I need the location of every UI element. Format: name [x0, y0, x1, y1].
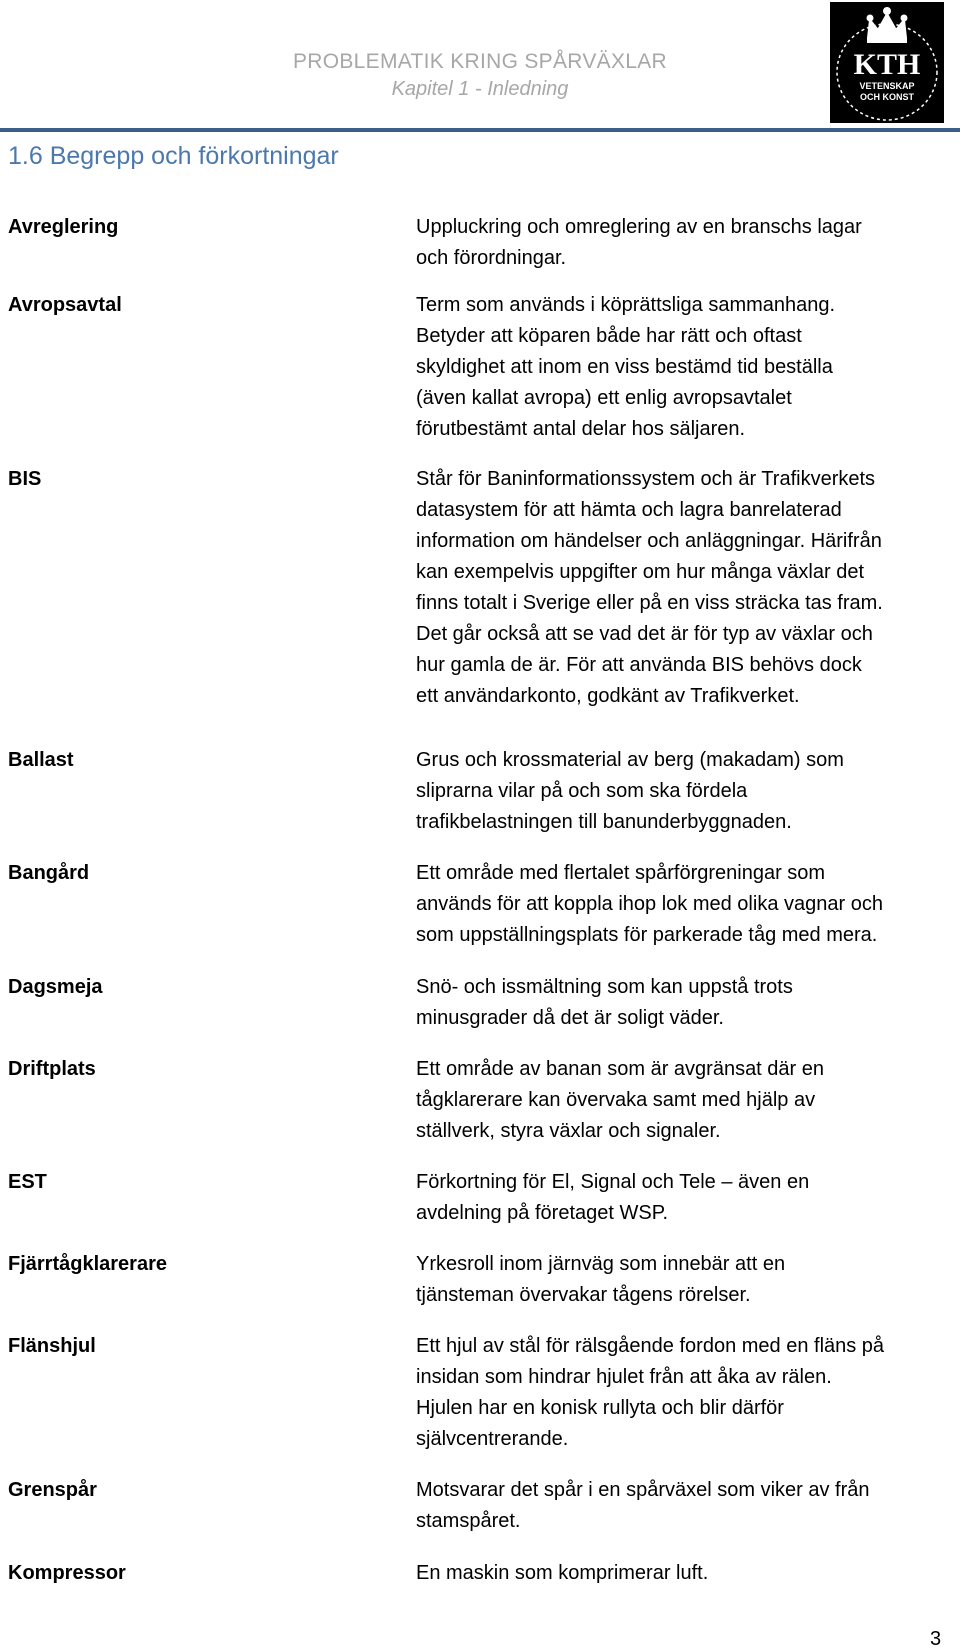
definition-line: Står för Baninformationssystem och är Trafikverkets: [416, 468, 876, 490]
definition-line: skyldighet att inom en viss bestämd tid beställa: [416, 356, 833, 378]
term-driftplats: Driftplats: [8, 1058, 96, 1080]
term-avropsavtal: Avropsavtal: [8, 294, 122, 316]
definition-bis: [416, 464, 956, 712]
definition-line: tjänsteman övervakar tågens rörelser.: [416, 1284, 751, 1306]
term-dagsmeja: Dagsmeja: [8, 976, 103, 998]
definition-line: information om händelser och anläggningar. Härifrån: [416, 530, 882, 552]
definition-line: och förordningar.: [416, 247, 567, 269]
definition-line: Betyder att köparen både har rätt och oftast: [416, 325, 802, 347]
document-title: PROBLEMATIK KRING SPÅRVÄXLAR: [292, 50, 668, 73]
definition-line: som uppställningsplats för parkerade tåg med mera.: [416, 924, 878, 946]
definition-line: ett användarkonto, godkänt av Trafikverket.: [416, 685, 800, 707]
term-ballast: Ballast: [8, 749, 74, 771]
term-fjarrtagklarerare: Fjärrtågklarerare: [8, 1253, 167, 1275]
definition-line: Grus och krossmaterial av berg (makadam) som: [416, 749, 844, 771]
definition-line: självcentrerande.: [416, 1428, 569, 1450]
definition-line: Hjulen har en konisk rullyta och blir därför: [416, 1397, 784, 1419]
definition-line: Förkortning för El, Signal och Tele – även en: [416, 1171, 810, 1193]
term-grenspar: Grenspår: [8, 1479, 97, 1501]
definition-line: finns totalt i Sverige eller på en viss sträcka tas fram.: [416, 592, 883, 614]
chapter-subtitle: Kapitel 1 - Inledning: [391, 78, 569, 100]
definition-line: tågklarerare kan övervaka samt med hjälp av: [416, 1089, 816, 1111]
definition-line: En maskin som komprimerar luft.: [416, 1562, 709, 1584]
definition-line: insidan som hindrar hjulet från att åka av rälen.: [416, 1366, 832, 1388]
term-kompressor: Kompressor: [8, 1562, 126, 1584]
definition-line: Det går också att se vad det är för typ av växlar och: [416, 623, 873, 645]
definition-driftplats: [416, 1054, 956, 1147]
definition-line: Uppluckring och omreglering av en branschs lagar: [416, 216, 862, 238]
definition-est: [416, 1167, 956, 1229]
logo-main-text: KTH: [853, 48, 921, 81]
definition-fjarrtagklarerare: [416, 1249, 956, 1311]
header-divider: [0, 128, 960, 132]
term-flanshjul: Flänshjul: [8, 1335, 96, 1357]
definition-grenspar: [416, 1475, 956, 1537]
page-header: [0, 50, 960, 104]
definition-line: Yrkesroll inom järnväg som innebär att en: [416, 1253, 786, 1275]
logo-sub-text-2: OCH KONST: [860, 92, 914, 102]
definition-line: sliprarna vilar på och som ska fördela: [416, 780, 748, 802]
definition-line: Snö- och issmältning som kan uppstå trots: [416, 976, 793, 998]
page-number: 3: [930, 1628, 942, 1650]
term-est: EST: [8, 1171, 47, 1193]
definition-avropsavtal: [416, 290, 956, 445]
definition-avreglering: [416, 212, 956, 274]
definition-bangard: [416, 858, 956, 951]
section-title: 1.6 Begrepp och förkortningar: [8, 142, 339, 170]
definition-line: förutbestämt antal delar hos säljaren.: [416, 418, 746, 440]
kth-logo: [830, 2, 944, 123]
definition-dagsmeja: [416, 972, 956, 1034]
definition-line: används för att koppla ihop lok med olika vagnar och: [416, 893, 883, 915]
definition-kompressor: [416, 1558, 956, 1589]
definition-line: avdelning på företaget WSP.: [416, 1202, 669, 1224]
definition-flanshjul: [416, 1331, 956, 1455]
term-bangard: Bangård: [8, 862, 90, 884]
logo-sub-text-1: VETENSKAP: [859, 81, 915, 91]
definition-line: minusgrader då det är soligt väder.: [416, 1007, 724, 1029]
definition-line: Term som används i köprättsliga sammanhang.: [416, 294, 836, 316]
term-bis: BIS: [8, 468, 42, 490]
definition-line: ställverk, styra växlar och signaler.: [416, 1120, 721, 1142]
definition-line: hur gamla de är. För att använda BIS behövs dock: [416, 654, 862, 676]
definition-line: datasystem för att hämta och lagra banrelaterad: [416, 499, 842, 521]
term-avreglering: Avreglering: [8, 216, 119, 238]
definition-line: Ett område med flertalet spårförgreningar som: [416, 862, 826, 884]
definition-line: kan exempelvis uppgifter om hur många växlar det: [416, 561, 865, 583]
definition-ballast: [416, 745, 956, 838]
definition-line: trafikbelastningen till banunderbyggnaden.: [416, 811, 792, 833]
definition-line: Ett hjul av stål för rälsgående fordon med en fläns på: [416, 1335, 885, 1357]
definition-line: Motsvarar det spår i en spårväxel som viker av från: [416, 1479, 870, 1501]
definition-line: Ett område av banan som är avgränsat där en: [416, 1058, 825, 1080]
definition-line: (även kallat avropa) ett enlig avropsavtalet: [416, 387, 792, 409]
definition-line: stamspåret.: [416, 1510, 521, 1532]
